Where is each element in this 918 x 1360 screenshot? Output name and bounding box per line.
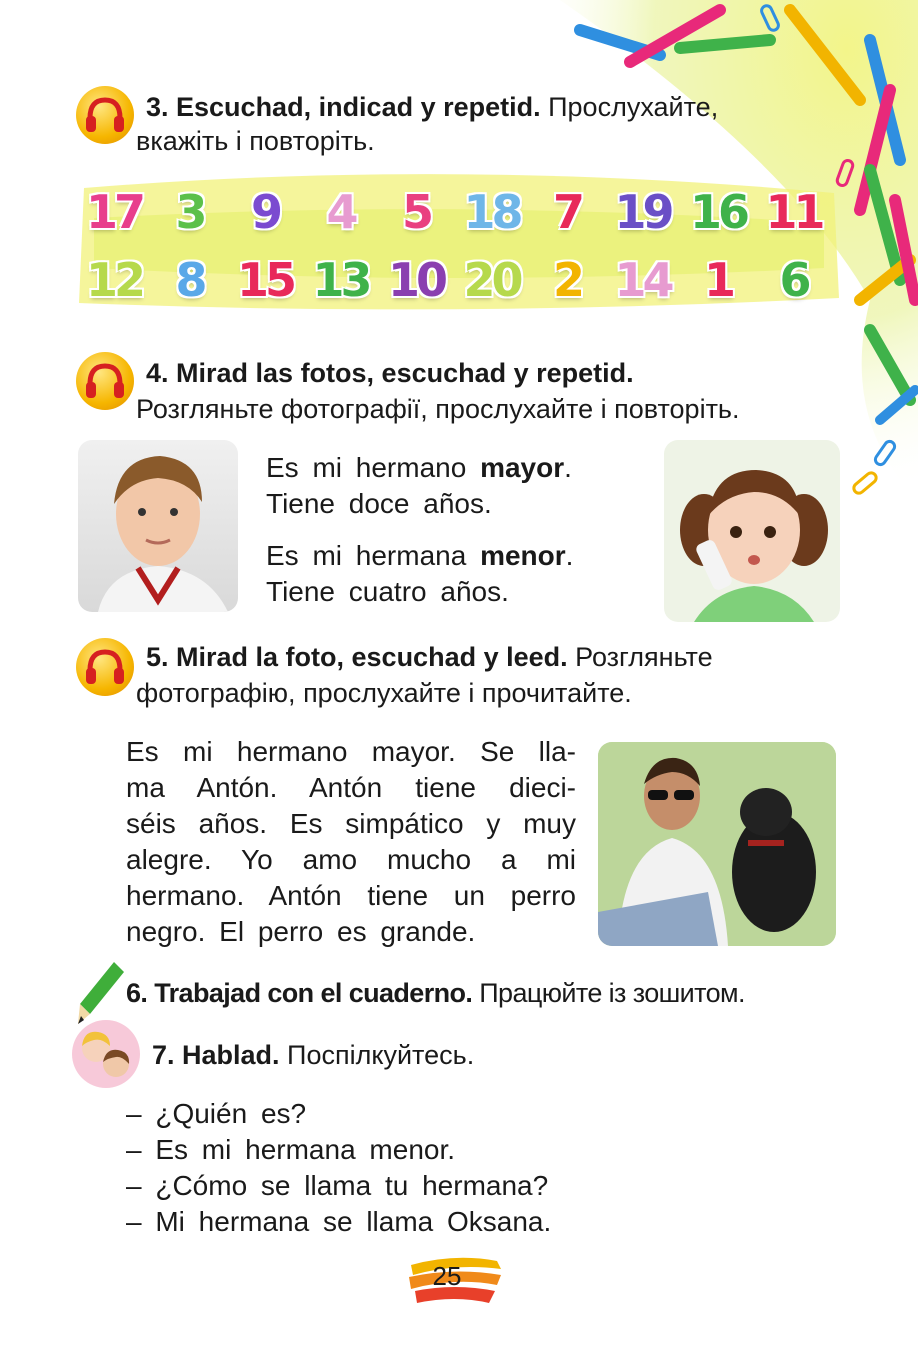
number-19[interactable]: 19 [614, 185, 671, 239]
brother-line-1: Es mi hermano mayor. [266, 452, 572, 483]
task-6-title: 6. Trabajad con el cuaderno. Працюйте із зошитом. [126, 978, 745, 1008]
kids-talking-icon[interactable] [72, 1020, 140, 1088]
brother-text [266, 450, 572, 522]
reading-line: ma Antón. Antón tiene dieci- [126, 772, 576, 803]
number-18[interactable]: 18 [463, 185, 520, 239]
task-3-subtitle: вкажіть і повторіть. [136, 126, 375, 156]
number-12[interactable]: 12 [85, 253, 142, 307]
number-5[interactable]: 5 [401, 185, 430, 239]
task-5-title: 5. Mirad la foto, escuchad y leed. Розгляньте [146, 642, 713, 672]
reading-line: Es mi hermano mayor. Se lla- [126, 736, 576, 767]
reading-line: negro. El perro es grande. [126, 916, 476, 947]
sister-text [266, 538, 573, 610]
headphones-icon[interactable] [76, 638, 134, 696]
sister-line-1: Es mi hermana menor. [266, 540, 574, 571]
number-14[interactable]: 14 [614, 253, 671, 307]
brother-line-2: Tiene doce años. [266, 488, 492, 519]
dialogue-line: – ¿Quién es? [126, 1098, 307, 1129]
photo-sister [664, 440, 840, 622]
task-3-title: 3. Escuchad, indicad y repetid. Прослухайте, [146, 92, 719, 122]
number-3[interactable]: 3 [175, 185, 204, 239]
pencil-icon[interactable] [74, 958, 128, 1028]
number-17[interactable]: 17 [85, 185, 142, 239]
dialogue-line: – Mi hermana se llama Oksana. [126, 1206, 552, 1237]
number-8[interactable]: 8 [175, 253, 204, 307]
number-1[interactable]: 1 [703, 253, 732, 307]
headphones-icon[interactable] [76, 352, 134, 410]
photo-brother [78, 440, 238, 612]
photo-anton-with-dog [598, 742, 836, 946]
number-10[interactable]: 10 [387, 253, 444, 307]
reading-text [126, 734, 576, 950]
number-16[interactable]: 16 [689, 185, 746, 239]
number-15[interactable]: 15 [236, 253, 293, 307]
dialogue [126, 1096, 551, 1240]
task-4-title: 4. Mirad las fotos, escuchad y repetid. [146, 358, 634, 388]
number-6[interactable]: 6 [779, 253, 808, 307]
number-2[interactable]: 2 [552, 253, 581, 307]
number-9[interactable]: 9 [250, 185, 279, 239]
reading-line: séis años. Es simpático y muy [126, 808, 576, 839]
page-number-text: 25 [432, 1261, 462, 1291]
reading-line: hermano. Antón tiene un perro [126, 880, 576, 911]
task-4-subtitle: Розгляньте фотографії, прослухайте і повторіть. [136, 394, 740, 424]
numbers-strip [74, 168, 844, 318]
task-5-subtitle: фотографію, прослухайте і прочитайте. [136, 678, 632, 708]
number-13[interactable]: 13 [312, 253, 369, 307]
dialogue-line: – Es mi hermana menor. [126, 1134, 456, 1165]
page-number [405, 1247, 505, 1311]
headphones-icon[interactable] [76, 86, 134, 144]
number-7[interactable]: 7 [552, 185, 581, 239]
dialogue-line: – ¿Cómo se llama tu hermana? [126, 1170, 549, 1201]
task-7-title: 7. Hablad. Поспілкуйтесь. [152, 1040, 475, 1070]
number-11[interactable]: 11 [765, 185, 822, 239]
sister-line-2: Tiene cuatro años. [266, 576, 509, 607]
number-20[interactable]: 20 [463, 253, 520, 307]
number-4[interactable]: 4 [326, 185, 355, 239]
reading-line: alegre. Yo amo mucho a mi [126, 844, 576, 875]
